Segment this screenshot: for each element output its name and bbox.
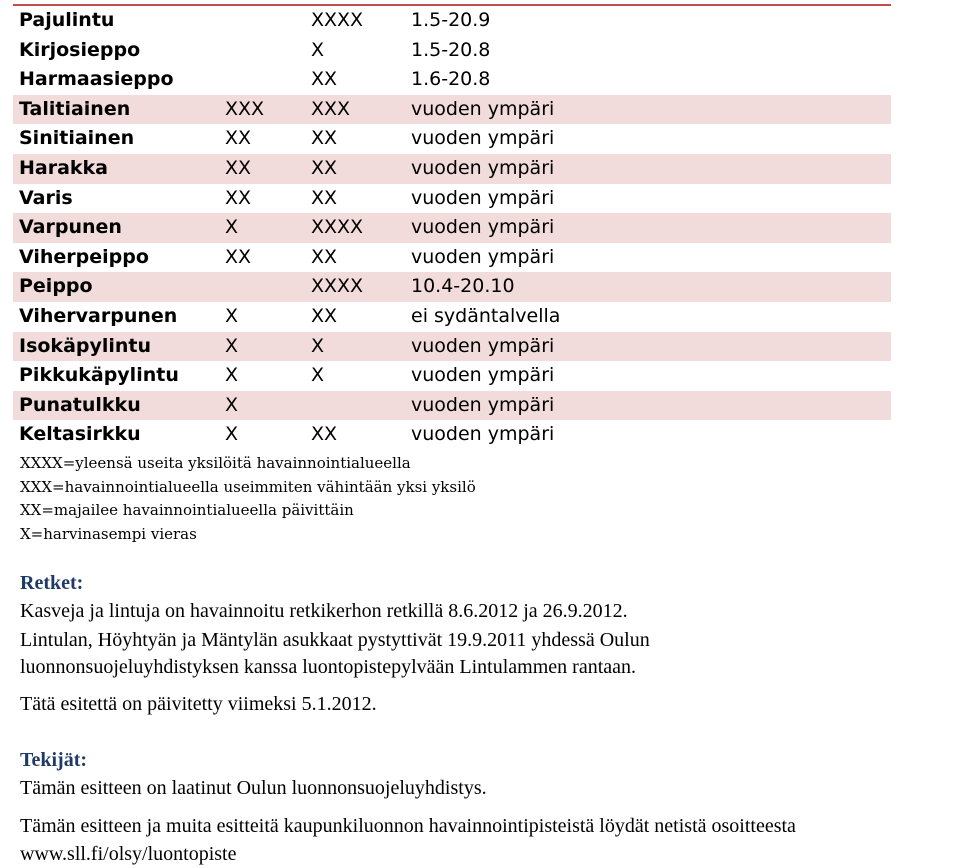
abundance-1-cell: XX [225, 186, 252, 209]
abundance-1-cell [219, 65, 305, 95]
season-cell: vuoden ympäri [405, 95, 891, 125]
abundance-1-cell [219, 36, 305, 66]
abundance-2-cell: XX [311, 68, 338, 91]
bird-name-cell: Pikkukäpylintu [19, 364, 179, 387]
season-cell: 1.5-20.9 [411, 9, 491, 31]
bird-name-cell: Sinitiainen [19, 127, 135, 150]
abundance-2-cell: XX [311, 423, 338, 446]
legend-line-x: X=harvinasempi vieras [20, 524, 197, 543]
abundance-1-cell [219, 5, 305, 36]
retket-heading: Retket: [20, 572, 84, 594]
retket-line-2: Lintulan, Höyhtyän ja Mäntylän asukkaat pystyttivät 19.9.2011 yhdessä Oulun [20, 629, 650, 651]
season-cell: vuoden ympäri [411, 423, 555, 446]
table-row [13, 124, 891, 154]
table-row [13, 243, 891, 273]
abundance-1-cell: X [219, 391, 305, 421]
table-row [13, 184, 891, 214]
bird-name-cell: Isokäpylintu [13, 332, 219, 362]
bird-name-cell: Varis [19, 186, 73, 209]
table-row [13, 420, 891, 450]
bird-name-cell: Pajulintu [19, 9, 115, 31]
bird-name-cell: Vihervarpunen [19, 304, 178, 327]
season-cell: vuoden ympäri [411, 245, 555, 268]
tekijat-line-2: Tämän esitteen ja muita esitteitä kaupunkiluonnon havainnointipisteistä löydät netistä osoitteesta [20, 815, 796, 837]
legend-line-xxxx: XXXX=yleensä useita yksilöitä havainnointialueella [20, 454, 411, 472]
abundance-1-cell: XX [225, 245, 252, 268]
abundance-1-cell: X [225, 364, 239, 387]
abundance-1-cell: XX [225, 127, 252, 150]
bird-name-cell: Harmaasieppo [19, 68, 174, 91]
bird-name-cell: Harakka [13, 154, 219, 184]
abundance-2-cell [305, 391, 405, 421]
abundance-2-cell: XX [305, 154, 405, 184]
season-cell: vuoden ympäri [405, 332, 891, 362]
season-cell: vuoden ympäri [405, 213, 891, 243]
bird-name-cell: Peippo [13, 272, 219, 302]
abundance-2-cell: X [305, 332, 405, 362]
retket-line-1: Kasveja ja lintuja on havainnoitu retkikerhon retkillä 8.6.2012 ja 26.9.2012. [20, 600, 628, 622]
abundance-2-cell: X [311, 364, 325, 387]
table-row [13, 36, 891, 66]
bird-name-cell: Kirjosieppo [19, 38, 141, 61]
website-link[interactable]: www.sll.fi/olsy/luontopiste [20, 843, 237, 865]
legend-line-xxx: XXX=havainnointialueella useimmiten vähintään yksi yksilö [20, 477, 476, 496]
table-row [13, 391, 891, 421]
abundance-2-cell: XX [311, 186, 338, 209]
bird-table [13, 4, 891, 450]
table-row [13, 154, 891, 184]
table-row [13, 95, 891, 125]
abundance-2-cell: X [311, 38, 325, 61]
bird-name-cell: Punatulkku [13, 391, 219, 421]
table-row [13, 65, 891, 95]
retket-line-3: luonnonsuojeluyhdistyksen kanssa luontopistepylvään Lintulammen rantaan. [20, 656, 637, 678]
season-cell: 1.6-20.8 [411, 68, 491, 91]
legend [20, 452, 476, 546]
bird-name-cell: Viherpeippo [19, 245, 149, 268]
season-cell: vuoden ympäri [411, 364, 555, 387]
abundance-1-cell: X [219, 332, 305, 362]
abundance-2-cell: XXXX [305, 272, 405, 302]
season-cell: vuoden ympäri [405, 154, 891, 184]
bird-name-cell: Keltasirkku [19, 423, 141, 446]
table-row [13, 332, 891, 362]
abundance-1-cell: X [225, 304, 239, 327]
abundance-1-cell: XXX [219, 95, 305, 125]
bird-name-cell: Varpunen [13, 213, 219, 243]
abundance-2-cell: XXXX [311, 9, 364, 31]
season-cell: vuoden ympäri [411, 186, 555, 209]
updated-note: Tätä esitettä on päivitetty viimeksi 5.1.2012. [20, 693, 377, 715]
table-row [13, 5, 891, 36]
legend-line-xx: XX=majailee havainnointialueella päivittäin [20, 501, 354, 519]
abundance-2-cell: XXXX [305, 213, 405, 243]
abundance-2-cell: XX [311, 245, 338, 268]
abundance-1-cell: X [219, 213, 305, 243]
table-row [13, 272, 891, 302]
table-row [13, 302, 891, 332]
bird-name-cell: Talitiainen [13, 95, 219, 125]
season-cell: ei sydäntalvella [411, 304, 561, 327]
tekijat-heading: Tekijät: [20, 749, 88, 771]
abundance-1-cell: XX [219, 154, 305, 184]
tekijat-line-1: Tämän esitteen on laatinut Oulun luonnonsuojeluyhdistys. [20, 777, 487, 799]
season-cell: 1.5-20.8 [411, 38, 491, 61]
season-cell: vuoden ympäri [411, 127, 555, 150]
abundance-2-cell: XXX [305, 95, 405, 125]
table-row [13, 361, 891, 391]
bird-table-body [13, 5, 891, 450]
abundance-2-cell: XX [311, 304, 338, 327]
abundance-2-cell: XX [311, 127, 338, 150]
abundance-1-cell [219, 272, 305, 302]
table-row [13, 213, 891, 243]
season-cell: 10.4-20.10 [405, 272, 891, 302]
season-cell: vuoden ympäri [405, 391, 891, 421]
abundance-1-cell: X [225, 423, 239, 446]
